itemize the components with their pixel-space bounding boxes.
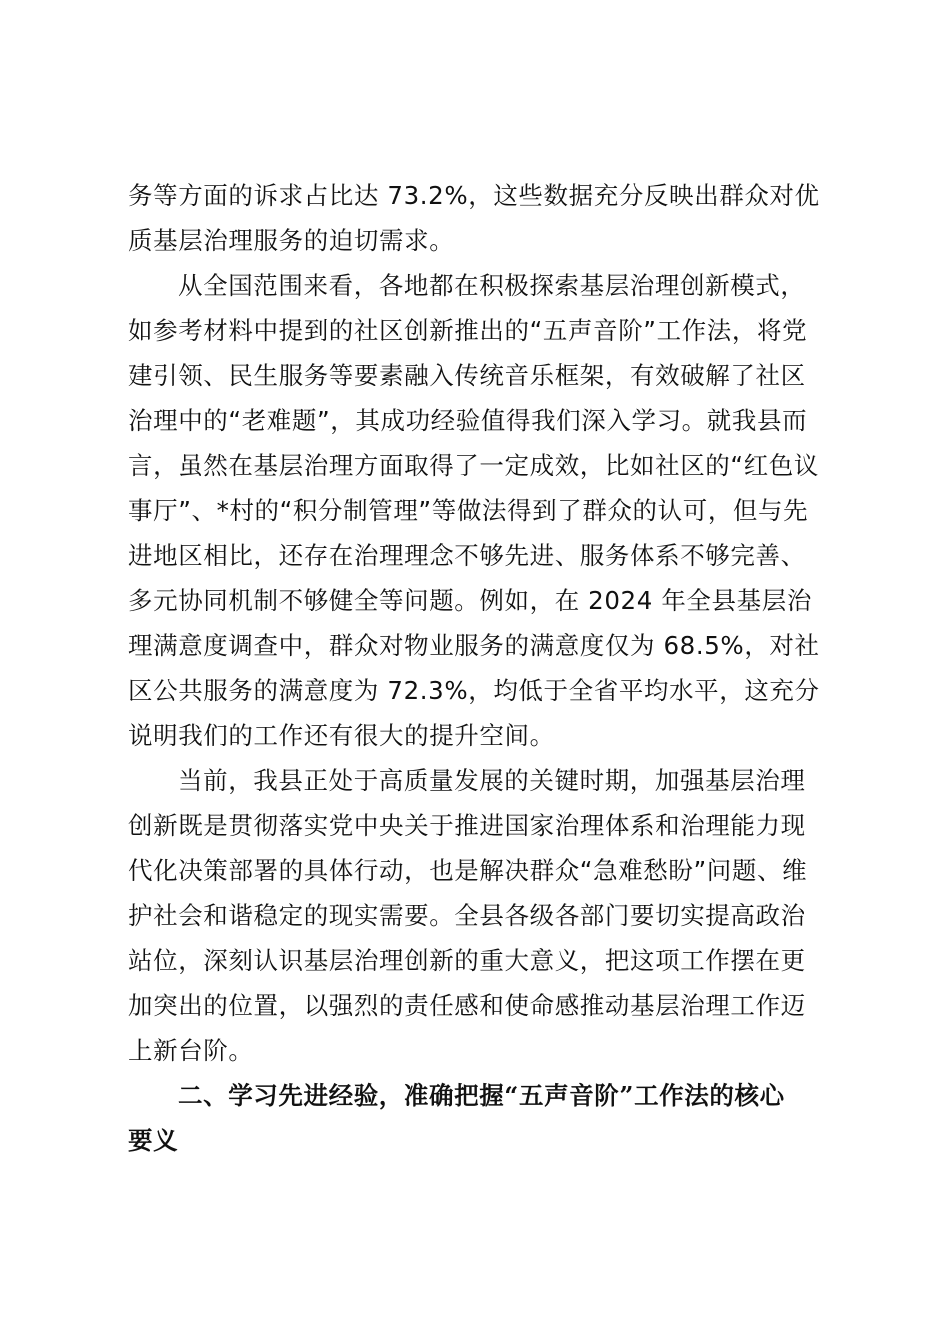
text-line: 护社会和谐稳定的现实需要。全县各级各部门要切实提高政治: [128, 901, 806, 930]
document-body: [128, 173, 822, 1163]
text-line: 质基层治理服务的迫切需求。: [128, 226, 455, 255]
text-line: 站位，深刻认识基层治理创新的重大意义，把这项工作摆在更: [128, 946, 806, 975]
text-line: 代化决策部署的具体行动，也是解决群众“急难愁盼”问题、维: [128, 856, 808, 885]
text-line: 进地区相比，还存在治理理念不够先进、服务体系不够完善、: [128, 541, 806, 570]
text-line: 治理中的“老难题”，其成功经验值得我们深入学习。就我县而: [128, 406, 808, 435]
text-line: 言，虽然在基层治理方面取得了一定成效，比如社区的“红色议: [128, 451, 819, 480]
text-line: 加突出的位置，以强烈的责任感和使命感推动基层治理工作迈: [128, 991, 806, 1020]
text-line: 建引领、民生服务等要素融入传统音乐框架，有效破解了社区: [128, 361, 806, 390]
text-line: 上新台阶。: [128, 1036, 254, 1065]
text-line: 说明我们的工作还有很大的提升空间。: [128, 721, 555, 750]
text-line: 创新既是贯彻落实党中央关于推进国家治理体系和治理能力现: [128, 811, 806, 840]
text-line: 事厅”、*村的“积分制管理”等做法得到了群众的认可，但与先: [128, 496, 809, 525]
paragraph-first-line: 从全国范围来看，各地都在积极探索基层治理创新模式，: [178, 271, 806, 300]
text-line: 如参考材料中提到的社区创新推出的“五声音阶”工作法，将党: [128, 316, 808, 345]
paragraph-first-line: 当前，我县正处于高质量发展的关键时期，加强基层治理: [178, 766, 806, 795]
section-heading: 二、学习先进经验，准确把握“五声音阶”工作法的核心: [178, 1081, 785, 1110]
section-heading-continuation: 要义: [128, 1126, 179, 1155]
text-line: 多元协同机制不够健全等问题。例如，在 2024 年全县基层治: [128, 586, 812, 615]
text-line: 务等方面的诉求占比达 73.2%，这些数据充分反映出群众对优: [128, 181, 820, 210]
text-line: 区公共服务的满意度为 72.3%，均低于全省平均水平，这充分: [128, 676, 820, 705]
text-line: 理满意度调查中，群众对物业服务的满意度仅为 68.5%，对社: [128, 631, 820, 660]
